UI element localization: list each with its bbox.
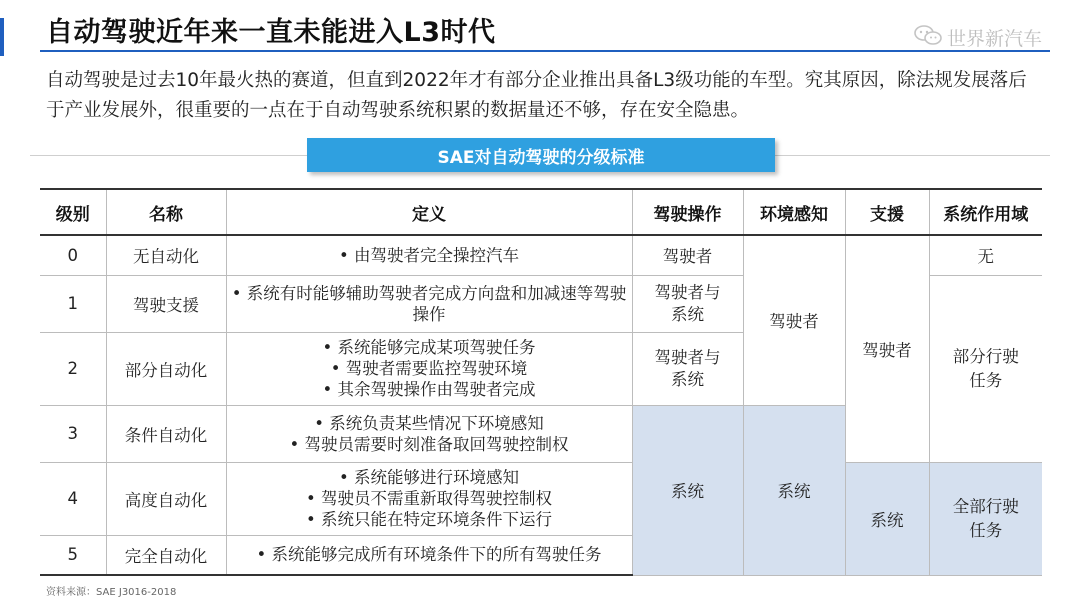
name-cell: 无自动化 bbox=[106, 235, 226, 275]
wechat-icon bbox=[913, 24, 943, 51]
table-header-row bbox=[40, 189, 1042, 235]
table-caption: SAE对自动驾驶的分级标准 bbox=[307, 138, 775, 172]
operation-cell: 驾驶者与系统 bbox=[632, 332, 743, 405]
support-cell: 驾驶者 bbox=[845, 235, 929, 462]
level-cell: 5 bbox=[40, 535, 106, 575]
col-header-perception: 环境感知 bbox=[743, 189, 845, 235]
operation-cell: 驾驶者与系统 bbox=[632, 275, 743, 332]
definition-item: • 系统能够进行环境感知 bbox=[231, 467, 628, 488]
title-underline bbox=[40, 50, 1050, 52]
definition-item: • 系统负责某些情况下环境感知 bbox=[231, 413, 628, 434]
col-header-name: 名称 bbox=[106, 189, 226, 235]
operation-cell: 系统 bbox=[632, 405, 743, 575]
perception-cell: 驾驶者 bbox=[743, 235, 845, 405]
perception-cell: 系统 bbox=[743, 405, 845, 575]
col-header-support: 支援 bbox=[845, 189, 929, 235]
name-cell: 完全自动化 bbox=[106, 535, 226, 575]
definition-item: • 系统只能在特定环境条件下运行 bbox=[231, 509, 628, 530]
support-cell: 系统 bbox=[845, 462, 929, 575]
name-cell: 条件自动化 bbox=[106, 405, 226, 462]
name-cell: 驾驶支援 bbox=[106, 275, 226, 332]
definition-item: • 系统有时能够辅助驾驶者完成方向盘和加减速等驾驶操作 bbox=[231, 283, 628, 325]
definition-item: • 系统能够完成某项驾驶任务 bbox=[231, 337, 628, 358]
definition-cell bbox=[226, 462, 632, 535]
scope-cell: 部分行驶任务 bbox=[929, 275, 1042, 462]
table-row bbox=[40, 235, 1042, 275]
definition-item: • 由驾驶者完全操控汽车 bbox=[231, 245, 628, 266]
level-cell: 3 bbox=[40, 405, 106, 462]
operation-cell: 驾驶者 bbox=[632, 235, 743, 275]
col-header-definition: 定义 bbox=[226, 189, 632, 235]
watermark-text: 世界新汽车 bbox=[946, 28, 1042, 50]
definition-cell bbox=[226, 405, 632, 462]
level-cell: 0 bbox=[40, 235, 106, 275]
definition-item: • 驾驶者需要监控驾驶环境 bbox=[231, 358, 628, 379]
definition-item: • 驾驶员需要时刻准备取回驾驶控制权 bbox=[231, 434, 628, 455]
sae-levels-table bbox=[40, 188, 1042, 576]
name-cell: 高度自动化 bbox=[106, 462, 226, 535]
intro-paragraph: 自动驾驶是过去10年最火热的赛道，但直到2022年才有部分企业推出具备L3级功能的车型。究其原因，除法规发展落后于产业发展外，很重要的一点在于自动驾驶系统积累的数据量还不够，存在安全隐患。 bbox=[46, 70, 1027, 121]
level-cell: 2 bbox=[40, 332, 106, 405]
definition-cell bbox=[226, 235, 632, 275]
definition-item: • 驾驶员不需重新取得驾驶控制权 bbox=[231, 488, 628, 509]
definition-cell bbox=[226, 332, 632, 405]
col-header-operation: 驾驶操作 bbox=[632, 189, 743, 235]
level-cell: 4 bbox=[40, 462, 106, 535]
source-note: 资料来源：SAE J3016-2018 bbox=[46, 587, 177, 598]
definition-cell bbox=[226, 535, 632, 575]
name-cell: 部分自动化 bbox=[106, 332, 226, 405]
col-header-scope: 系统作用域 bbox=[929, 189, 1042, 235]
level-cell: 1 bbox=[40, 275, 106, 332]
page-title: 自动驾驶近年来一直未能进入L3时代 bbox=[46, 17, 496, 48]
col-header-level: 级别 bbox=[40, 189, 106, 235]
title-accent-bar bbox=[0, 18, 4, 56]
definition-item: • 系统能够完成所有环境条件下的所有驾驶任务 bbox=[231, 544, 628, 565]
table-row bbox=[40, 462, 1042, 535]
definition-item: • 其余驾驶操作由驾驶者完成 bbox=[231, 379, 628, 400]
definition-cell bbox=[226, 275, 632, 332]
scope-cell: 无 bbox=[929, 235, 1042, 275]
scope-cell: 全部行驶任务 bbox=[929, 462, 1042, 575]
watermark bbox=[913, 24, 1042, 51]
